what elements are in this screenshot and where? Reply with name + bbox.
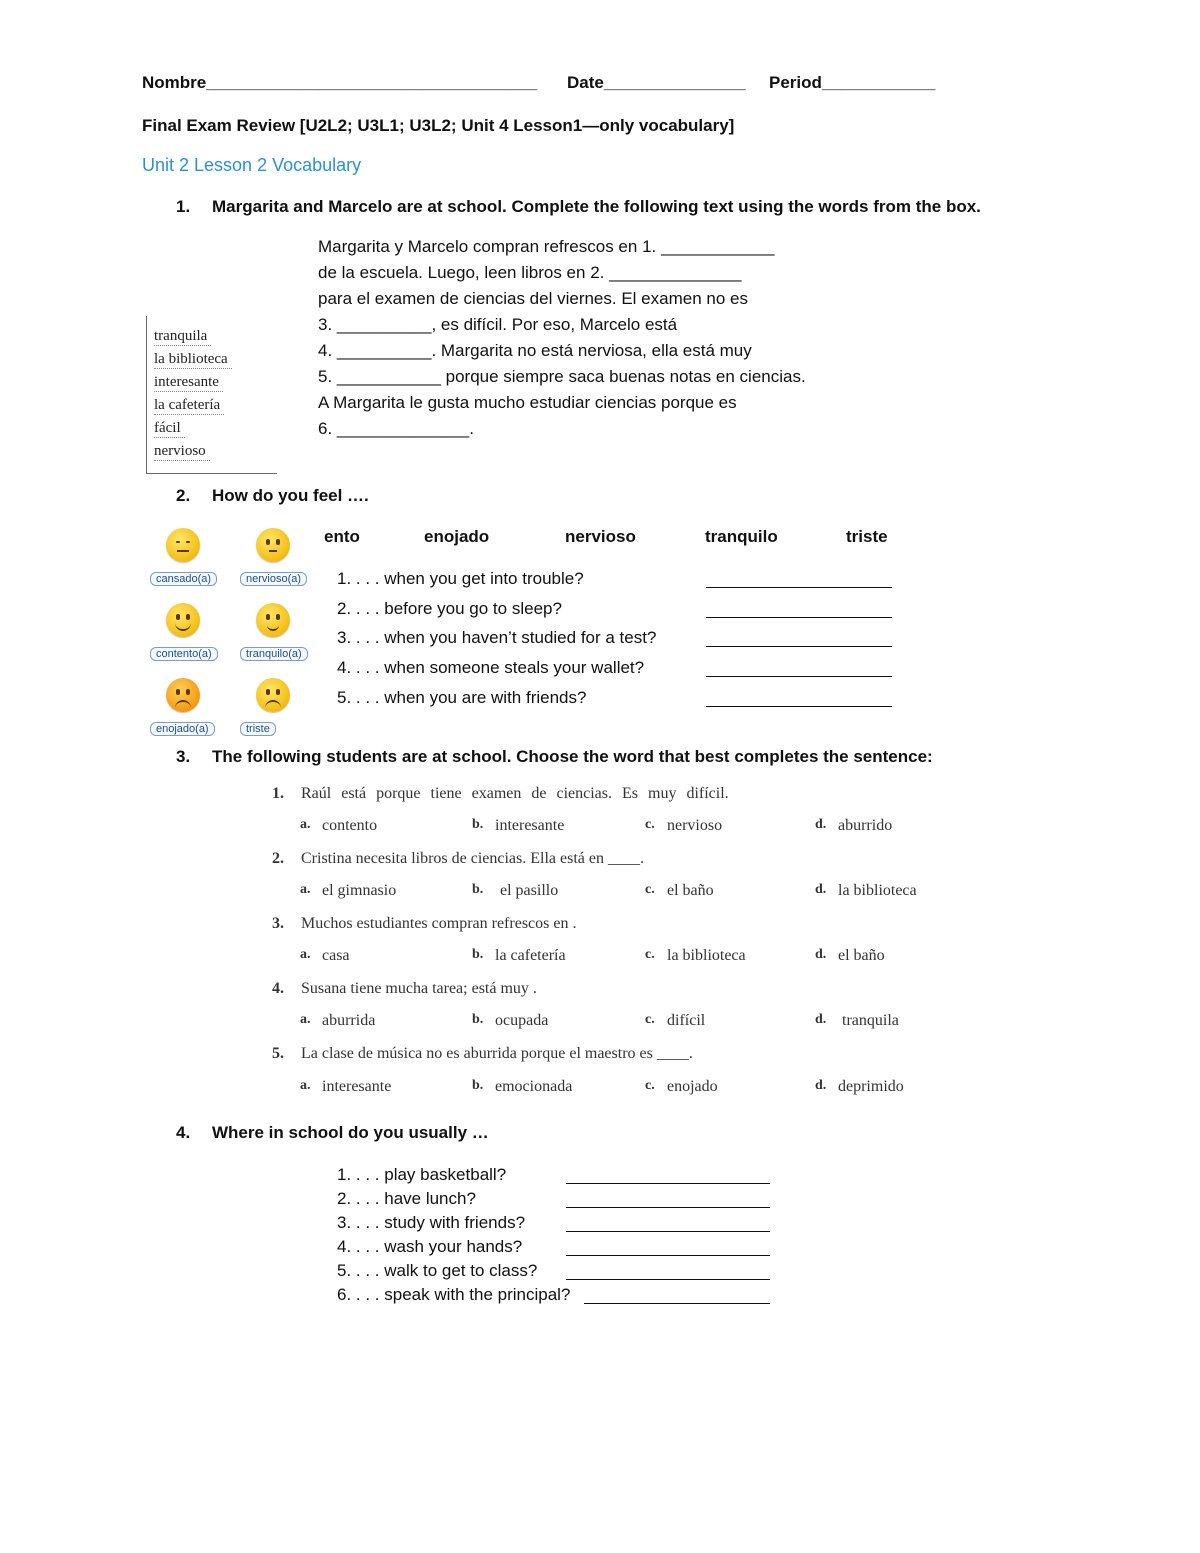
q2-item: 5. . . . when you are with friends?: [337, 688, 587, 707]
q2-item: 3. . . . when you haven’t studied for a test?: [337, 628, 657, 647]
answer-line[interactable]: [706, 676, 892, 677]
q2-item: 1. . . . when you get into trouble?: [337, 569, 584, 588]
q1-text-line: Margarita y Marcelo compran refrescos en 1. ____________: [318, 237, 775, 256]
q3-prompt: The following students are at school. Choose the word that best completes the sentence:: [212, 747, 933, 766]
face-cell: [238, 678, 318, 748]
q1-text-line: de la escuela. Luego, leen libros en 2. ______________: [318, 263, 742, 282]
face-cell: [238, 528, 318, 598]
option-letter: c.: [645, 1078, 655, 1093]
q4-item: 4. . . . wash your hands?: [337, 1237, 523, 1256]
face-label: contento(a): [150, 647, 218, 661]
word-box-item: nervioso: [154, 443, 210, 461]
q4-item: 5. . . . walk to get to class?: [337, 1261, 538, 1280]
option-letter: a.: [300, 1078, 311, 1093]
answer-line[interactable]: [706, 706, 892, 707]
q4-item: 3. . . . study with friends?: [337, 1213, 526, 1232]
word-box: [146, 316, 277, 474]
option-text[interactable]: la cafetería: [495, 947, 566, 964]
option-text[interactable]: el baño: [667, 882, 714, 899]
answer-line[interactable]: [706, 646, 892, 647]
q1-text-line: 3. __________, es difícil. Por eso, Marcelo está: [318, 315, 678, 334]
option-text[interactable]: enojado: [667, 1078, 718, 1095]
answer-line[interactable]: [566, 1183, 770, 1184]
q4-item: 1. . . . play basketball?: [337, 1165, 507, 1184]
option-letter: b.: [472, 882, 484, 897]
q1-text-line: 4. __________. Margarita no está nerviosa, ella está muy: [318, 341, 752, 360]
q4-number: 4.: [176, 1123, 191, 1142]
date-field-label: Date_______________: [567, 73, 746, 92]
q4-item: 6. . . . speak with the principal?: [337, 1285, 571, 1304]
option-text[interactable]: ocupada: [495, 1012, 549, 1029]
face-cell: [148, 678, 228, 748]
answer-line[interactable]: [566, 1255, 770, 1256]
option-letter: b.: [472, 817, 484, 832]
word-box-item: la cafetería: [154, 397, 224, 415]
name-field-label: Nombre___________________________________: [142, 73, 538, 92]
option-text[interactable]: contento: [322, 817, 378, 834]
option-text[interactable]: el gimnasio: [322, 882, 397, 899]
q3-item-text: Muchos estudiantes compran refrescos en .: [301, 915, 577, 932]
q1-text-line: A Margarita le gusta mucho estudiar ciencias porque es: [318, 393, 737, 412]
word-bank-item: enojado: [424, 527, 490, 546]
word-box-item: fácil: [154, 420, 185, 438]
option-letter: d.: [815, 1078, 827, 1093]
option-letter: b.: [472, 1078, 484, 1093]
word-bank-item: tranquilo: [705, 527, 778, 546]
option-text[interactable]: aburrida: [322, 1012, 376, 1029]
q3-item-number: 3.: [272, 915, 284, 932]
option-text[interactable]: deprimido: [838, 1078, 904, 1095]
q2-prompt: How do you feel ….: [212, 486, 369, 505]
q3-item-text: Raúl está porque tiene examen de ciencias. Es muy difícil.: [301, 785, 729, 802]
answer-line[interactable]: [566, 1279, 770, 1280]
period-field-label: Period____________: [769, 73, 936, 92]
q1-prompt: Margarita and Marcelo are at school. Complete the following text using the words from the box.: [212, 197, 981, 216]
q1-text-line: 5. ___________ porque siempre saca buenas notas en ciencias.: [318, 367, 806, 386]
option-text[interactable]: tranquila: [842, 1012, 899, 1029]
option-text[interactable]: el pasillo: [500, 882, 559, 899]
happy-face-icon: [166, 603, 200, 637]
answer-line[interactable]: [706, 587, 892, 588]
option-text[interactable]: nervioso: [667, 817, 723, 834]
nervous-face-icon: [256, 528, 290, 562]
q3-item-text: Cristina necesita libros de ciencias. Ella está en ____.: [301, 850, 644, 867]
face-label: enojado(a): [150, 722, 215, 736]
face-label: cansado(a): [150, 572, 217, 586]
feelings-face-chart: [140, 520, 325, 745]
q3-item-text: La clase de música no es aburrida porque el maestro es ____.: [301, 1045, 693, 1062]
q2-item: 4. . . . when someone steals your wallet?: [337, 658, 645, 677]
face-label: nervioso(a): [240, 572, 307, 586]
section-title: Unit 2 Lesson 2 Vocabulary: [142, 155, 362, 175]
face-label: triste: [240, 722, 276, 736]
word-bank-item: nervioso: [565, 527, 636, 546]
q3-item-number: 1.: [272, 785, 284, 802]
answer-line[interactable]: [706, 617, 892, 618]
option-letter: d.: [815, 817, 827, 832]
option-letter: a.: [300, 1012, 311, 1027]
q3-item-text: Susana tiene mucha tarea; está muy .: [301, 980, 537, 997]
word-box-item: tranquila: [154, 328, 211, 346]
q4-prompt: Where in school do you usually …: [212, 1123, 489, 1142]
q3-number: 3.: [176, 747, 191, 766]
option-letter: b.: [472, 1012, 484, 1027]
option-letter: d.: [815, 882, 827, 897]
option-letter: c.: [645, 882, 655, 897]
answer-line[interactable]: [584, 1303, 770, 1304]
option-text[interactable]: interesante: [322, 1078, 392, 1095]
option-letter: b.: [472, 947, 484, 962]
tired-face-icon: [166, 528, 200, 562]
option-text[interactable]: aburrido: [838, 817, 893, 834]
option-text[interactable]: difícil: [667, 1012, 706, 1029]
word-bank-item: triste: [846, 527, 888, 546]
q3-item-number: 2.: [272, 850, 284, 867]
face-cell: [148, 528, 228, 598]
face-cell: [148, 603, 228, 673]
q2-number: 2.: [176, 486, 191, 505]
page-title: Final Exam Review [U2L2; U3L1; U3L2; Unit 4 Lesson1—only vocabulary]: [142, 116, 735, 135]
q1-number: 1.: [176, 197, 191, 216]
q3-item-number: 4.: [272, 980, 284, 997]
option-letter: a.: [300, 817, 311, 832]
word-box-item: la biblioteca: [154, 351, 232, 369]
answer-line[interactable]: [566, 1231, 770, 1232]
q1-text-line: para el examen de ciencias del viernes. El examen no es: [318, 289, 748, 308]
q4-item: 2. . . . have lunch?: [337, 1189, 476, 1208]
calm-face-icon: [256, 603, 290, 637]
option-text[interactable]: casa: [322, 947, 350, 964]
option-letter: a.: [300, 882, 311, 897]
option-text[interactable]: el baño: [838, 947, 885, 964]
sad-face-icon: [256, 678, 290, 712]
option-letter: c.: [645, 947, 655, 962]
option-letter: d.: [815, 1012, 827, 1027]
option-text[interactable]: la biblioteca: [667, 947, 746, 964]
option-letter: c.: [645, 817, 655, 832]
word-box-item: interesante: [154, 374, 223, 392]
q3-item-number: 5.: [272, 1045, 284, 1062]
option-letter: c.: [645, 1012, 655, 1027]
face-cell: [238, 603, 318, 673]
option-letter: d.: [815, 947, 827, 962]
option-text[interactable]: emocionada: [495, 1078, 573, 1095]
q1-text-line: 6. ______________.: [318, 419, 474, 438]
option-letter: a.: [300, 947, 311, 962]
answer-line[interactable]: [566, 1207, 770, 1208]
face-label: tranquilo(a): [240, 647, 308, 661]
word-bank-item: ento: [324, 527, 360, 546]
option-text[interactable]: la biblioteca: [838, 882, 917, 899]
angry-face-icon: [166, 678, 200, 712]
q2-item: 2. . . . before you go to sleep?: [337, 599, 562, 618]
option-text[interactable]: interesante: [495, 817, 565, 834]
